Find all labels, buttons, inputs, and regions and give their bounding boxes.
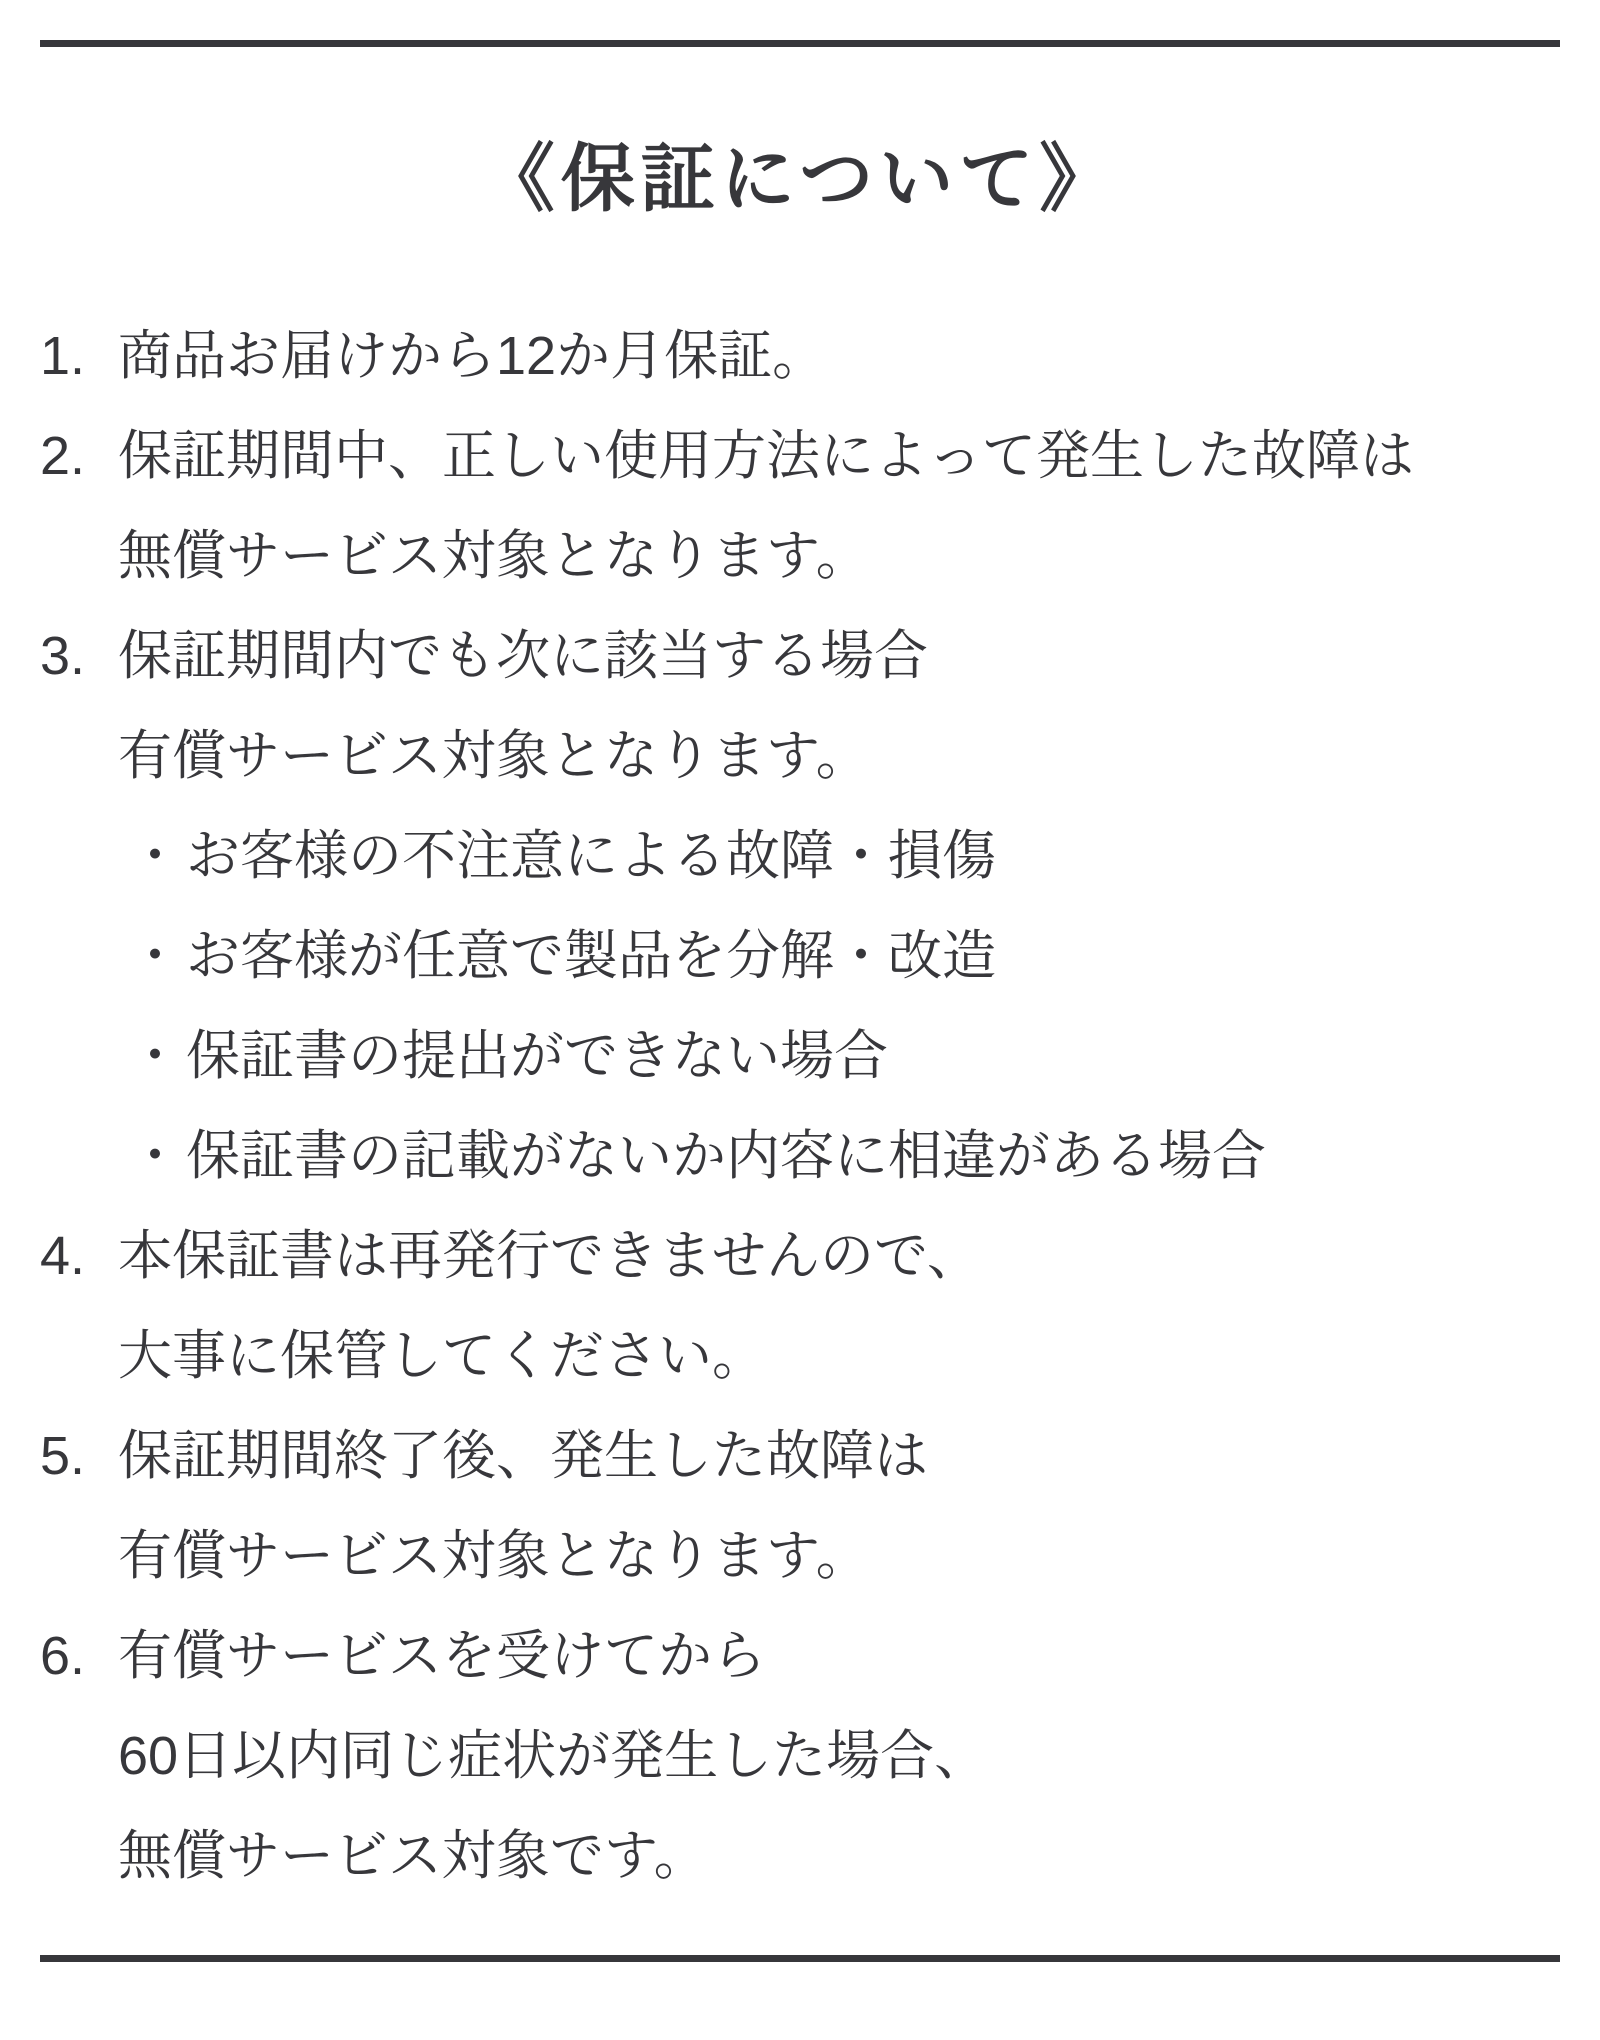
bullet-text: お客様の不注意による故障・損傷 xyxy=(186,826,996,886)
term-line xyxy=(40,706,1560,806)
warranty-terms-list xyxy=(0,306,1600,1906)
list-item xyxy=(40,1406,1560,1606)
term-line xyxy=(40,606,1560,706)
term-line xyxy=(40,1806,1560,1906)
list-item xyxy=(40,1206,1560,1406)
bullet-text: お客様が任意で製品を分解・改造 xyxy=(186,926,996,986)
bullet-item xyxy=(40,806,1560,906)
bullet-item xyxy=(40,1006,1560,1106)
item-number: 1. xyxy=(40,326,86,386)
term-line xyxy=(40,406,1560,506)
bottom-divider xyxy=(40,1955,1560,1962)
item-text: 無償サービス対象となります。 xyxy=(118,526,870,586)
item-number: 5. xyxy=(40,1426,86,1486)
item-number: 6. xyxy=(40,1626,86,1686)
item-text: 60日以内同じ症状が発生した場合、 xyxy=(118,1726,989,1786)
list-item xyxy=(40,1606,1560,1906)
bullet-text: 保証書の記載がないか内容に相違がある場合 xyxy=(186,1126,1266,1186)
bullet-marker: ・ xyxy=(128,926,182,986)
page-title: 《保証について》 xyxy=(480,137,1120,220)
term-line xyxy=(40,306,1560,406)
term-line xyxy=(40,1606,1560,1706)
term-line xyxy=(40,1206,1560,1306)
item-text: 大事に保管してください。 xyxy=(118,1326,766,1386)
item-text: 保証期間内でも次に該当する場合 xyxy=(118,626,928,686)
bullet-text: 保証書の提出ができない場合 xyxy=(186,1026,888,1086)
item-number: 2. xyxy=(40,426,86,486)
item-number: 4. xyxy=(40,1226,86,1286)
top-divider xyxy=(40,40,1560,47)
bullet-marker: ・ xyxy=(128,826,182,886)
item-text: 本保証書は再発行できませんので、 xyxy=(118,1226,981,1286)
term-line xyxy=(40,1506,1560,1606)
item-number: 3. xyxy=(40,626,86,686)
bullet-item xyxy=(40,906,1560,1006)
bullet-item xyxy=(40,1106,1560,1206)
list-item xyxy=(40,306,1560,406)
list-item xyxy=(40,606,1560,1206)
item-text: 有償サービスを受けてから xyxy=(118,1626,766,1686)
item-text: 有償サービス対象となります。 xyxy=(118,726,870,786)
bullet-marker: ・ xyxy=(128,1126,182,1186)
term-line xyxy=(40,1706,1560,1806)
term-line xyxy=(40,1406,1560,1506)
item-text: 無償サービス対象です。 xyxy=(118,1826,708,1886)
list-item xyxy=(40,406,1560,606)
bullet-marker: ・ xyxy=(128,1026,182,1086)
warranty-document xyxy=(0,40,1600,1962)
item-text: 有償サービス対象となります。 xyxy=(118,1526,870,1586)
item-text: 保証期間終了後、発生した故障は xyxy=(118,1426,928,1486)
item-text: 商品お届けから12か月保証。 xyxy=(118,326,827,386)
term-line xyxy=(40,1306,1560,1406)
term-line xyxy=(40,506,1560,606)
item-text: 保証期間中、正しい使用方法によって発生した故障は xyxy=(118,426,1414,486)
